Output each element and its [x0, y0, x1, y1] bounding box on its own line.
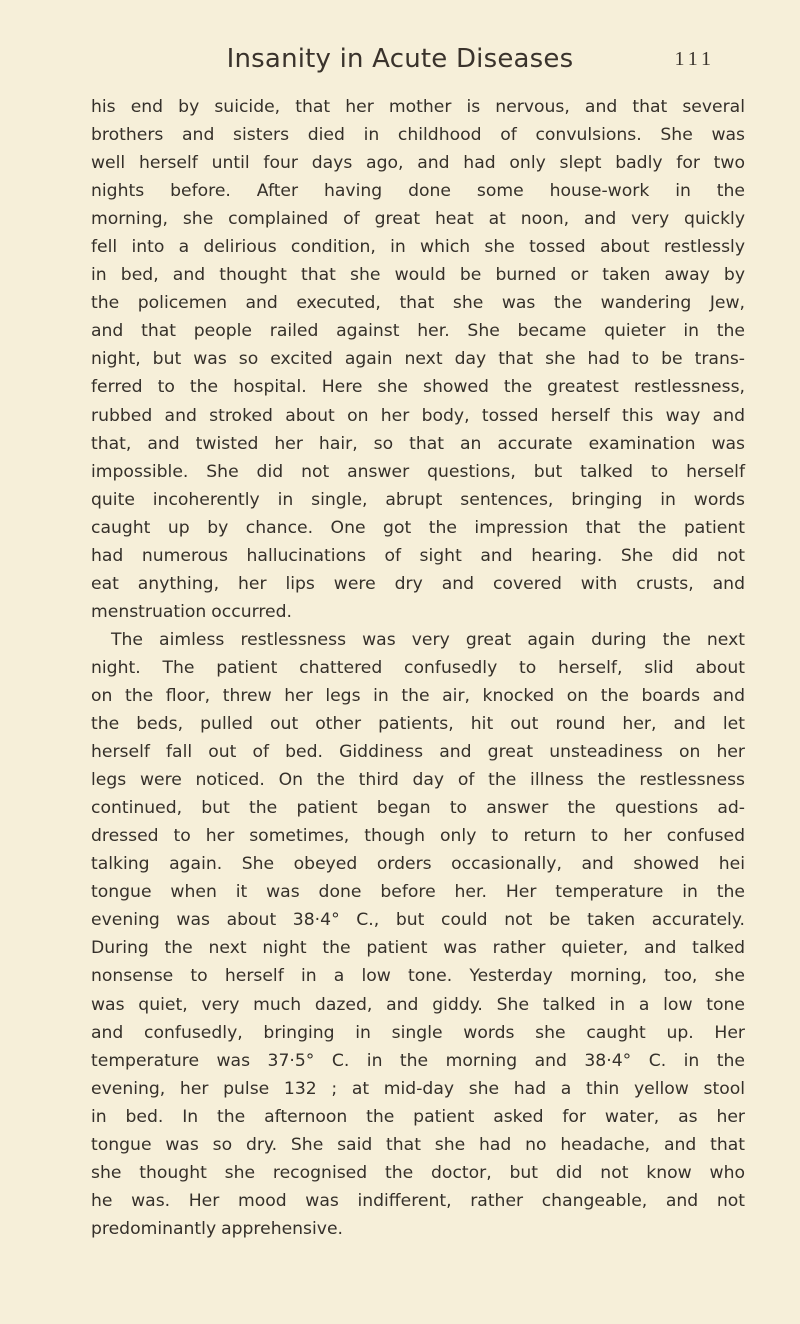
text-line: tongue was so dry. She said that she had no headache, and that — [91, 1134, 745, 1155]
text-line: dressed to her sometimes, though only to return to her confused — [91, 826, 745, 847]
text-line: talking again. She obeyed orders occasionally, and showed hei — [91, 854, 745, 875]
text-line: The aimless restlessness was very great again during the next — [111, 629, 745, 650]
page-header — [0, 44, 800, 84]
text-line: caught up by chance. One got the impression that the patient — [91, 517, 745, 538]
text-line: menstruation occurred. — [91, 601, 292, 622]
text-line: in bed. In the afternoon the patient asked for water, as her — [91, 1106, 745, 1127]
text-line: on the floor, threw her legs in the air, knocked on the boards and — [91, 685, 745, 706]
running-title: Insanity in Acute Diseases — [226, 44, 574, 74]
text-line: herself fall out of bed. Giddiness and great unsteadiness on her — [91, 742, 745, 763]
text-line: rubbed and stroked about on her body, tossed herself this way and — [91, 405, 745, 426]
text-line: ferred to the hospital. Here she showed the greatest restlessness, — [91, 377, 745, 398]
text-line: in bed, and thought that she would be burned or taken away by — [91, 265, 745, 286]
text-line: evening was about 38·4° C., but could not be taken accurately. — [91, 910, 745, 931]
text-line: nonsense to herself in a low tone. Yesterday morning, too, she — [91, 966, 745, 987]
text-line: night. The patient chattered confusedly to herself, slid about — [91, 657, 745, 678]
text-line: tongue when it was done before her. Her temperature in the — [91, 882, 745, 903]
text-line: he was. Her mood was indifferent, rather changeable, and not — [91, 1190, 745, 1211]
text-line: night, but was so excited again next day that she had to be trans- — [91, 349, 745, 370]
text-line: legs were noticed. On the third day of the illness the restlessness — [91, 770, 745, 791]
text-line: predominantly apprehensive. — [91, 1218, 343, 1239]
text-line: nights before. After having done some house-work in the — [91, 181, 745, 202]
body-text — [91, 93, 745, 1243]
text-line: quite incoherently in single, abrupt sentences, bringing in words — [91, 489, 745, 510]
text-line: was quiet, very much dazed, and giddy. She talked in a low tone — [91, 994, 745, 1015]
text-line: eat anything, her lips were dry and covered with crusts, and — [91, 573, 745, 594]
text-line: and that people railed against her. She became quieter in the — [91, 321, 745, 342]
text-line: the policemen and executed, that she was the wandering Jew, — [91, 293, 745, 314]
text-line: and confusedly, bringing in single words she caught up. Her — [91, 1022, 745, 1043]
page-number: 111 — [674, 48, 715, 70]
text-line: well herself until four days ago, and had only slept badly for two — [91, 153, 745, 174]
text-line: brothers and sisters died in childhood of convulsions. She was — [91, 125, 745, 146]
text-line: his end by suicide, that her mother is nervous, and that several — [91, 97, 745, 117]
text-line: had numerous hallucinations of sight and hearing. She did not — [91, 545, 745, 566]
text-line: she thought she recognised the doctor, but did not know who — [91, 1162, 745, 1183]
text-line: the beds, pulled out other patients, hit out round her, and let — [91, 714, 745, 735]
text-line: impossible. She did not answer questions, but talked to herself — [91, 461, 745, 482]
text-line: morning, she complained of great heat at noon, and very quickly — [91, 209, 745, 230]
text-line: During the next night the patient was rather quieter, and talked — [91, 938, 745, 959]
text-line: that, and twisted her hair, so that an accurate examination was — [91, 433, 745, 454]
text-line: evening, her pulse 132 ; at mid-day she had a thin yellow stool — [91, 1078, 745, 1099]
text-line: continued, but the patient began to answer the questions ad- — [91, 798, 745, 819]
text-line: fell into a delirious condition, in which she tossed about restlessly — [91, 237, 745, 258]
text-line: temperature was 37·5° C. in the morning and 38·4° C. in the — [91, 1050, 745, 1071]
